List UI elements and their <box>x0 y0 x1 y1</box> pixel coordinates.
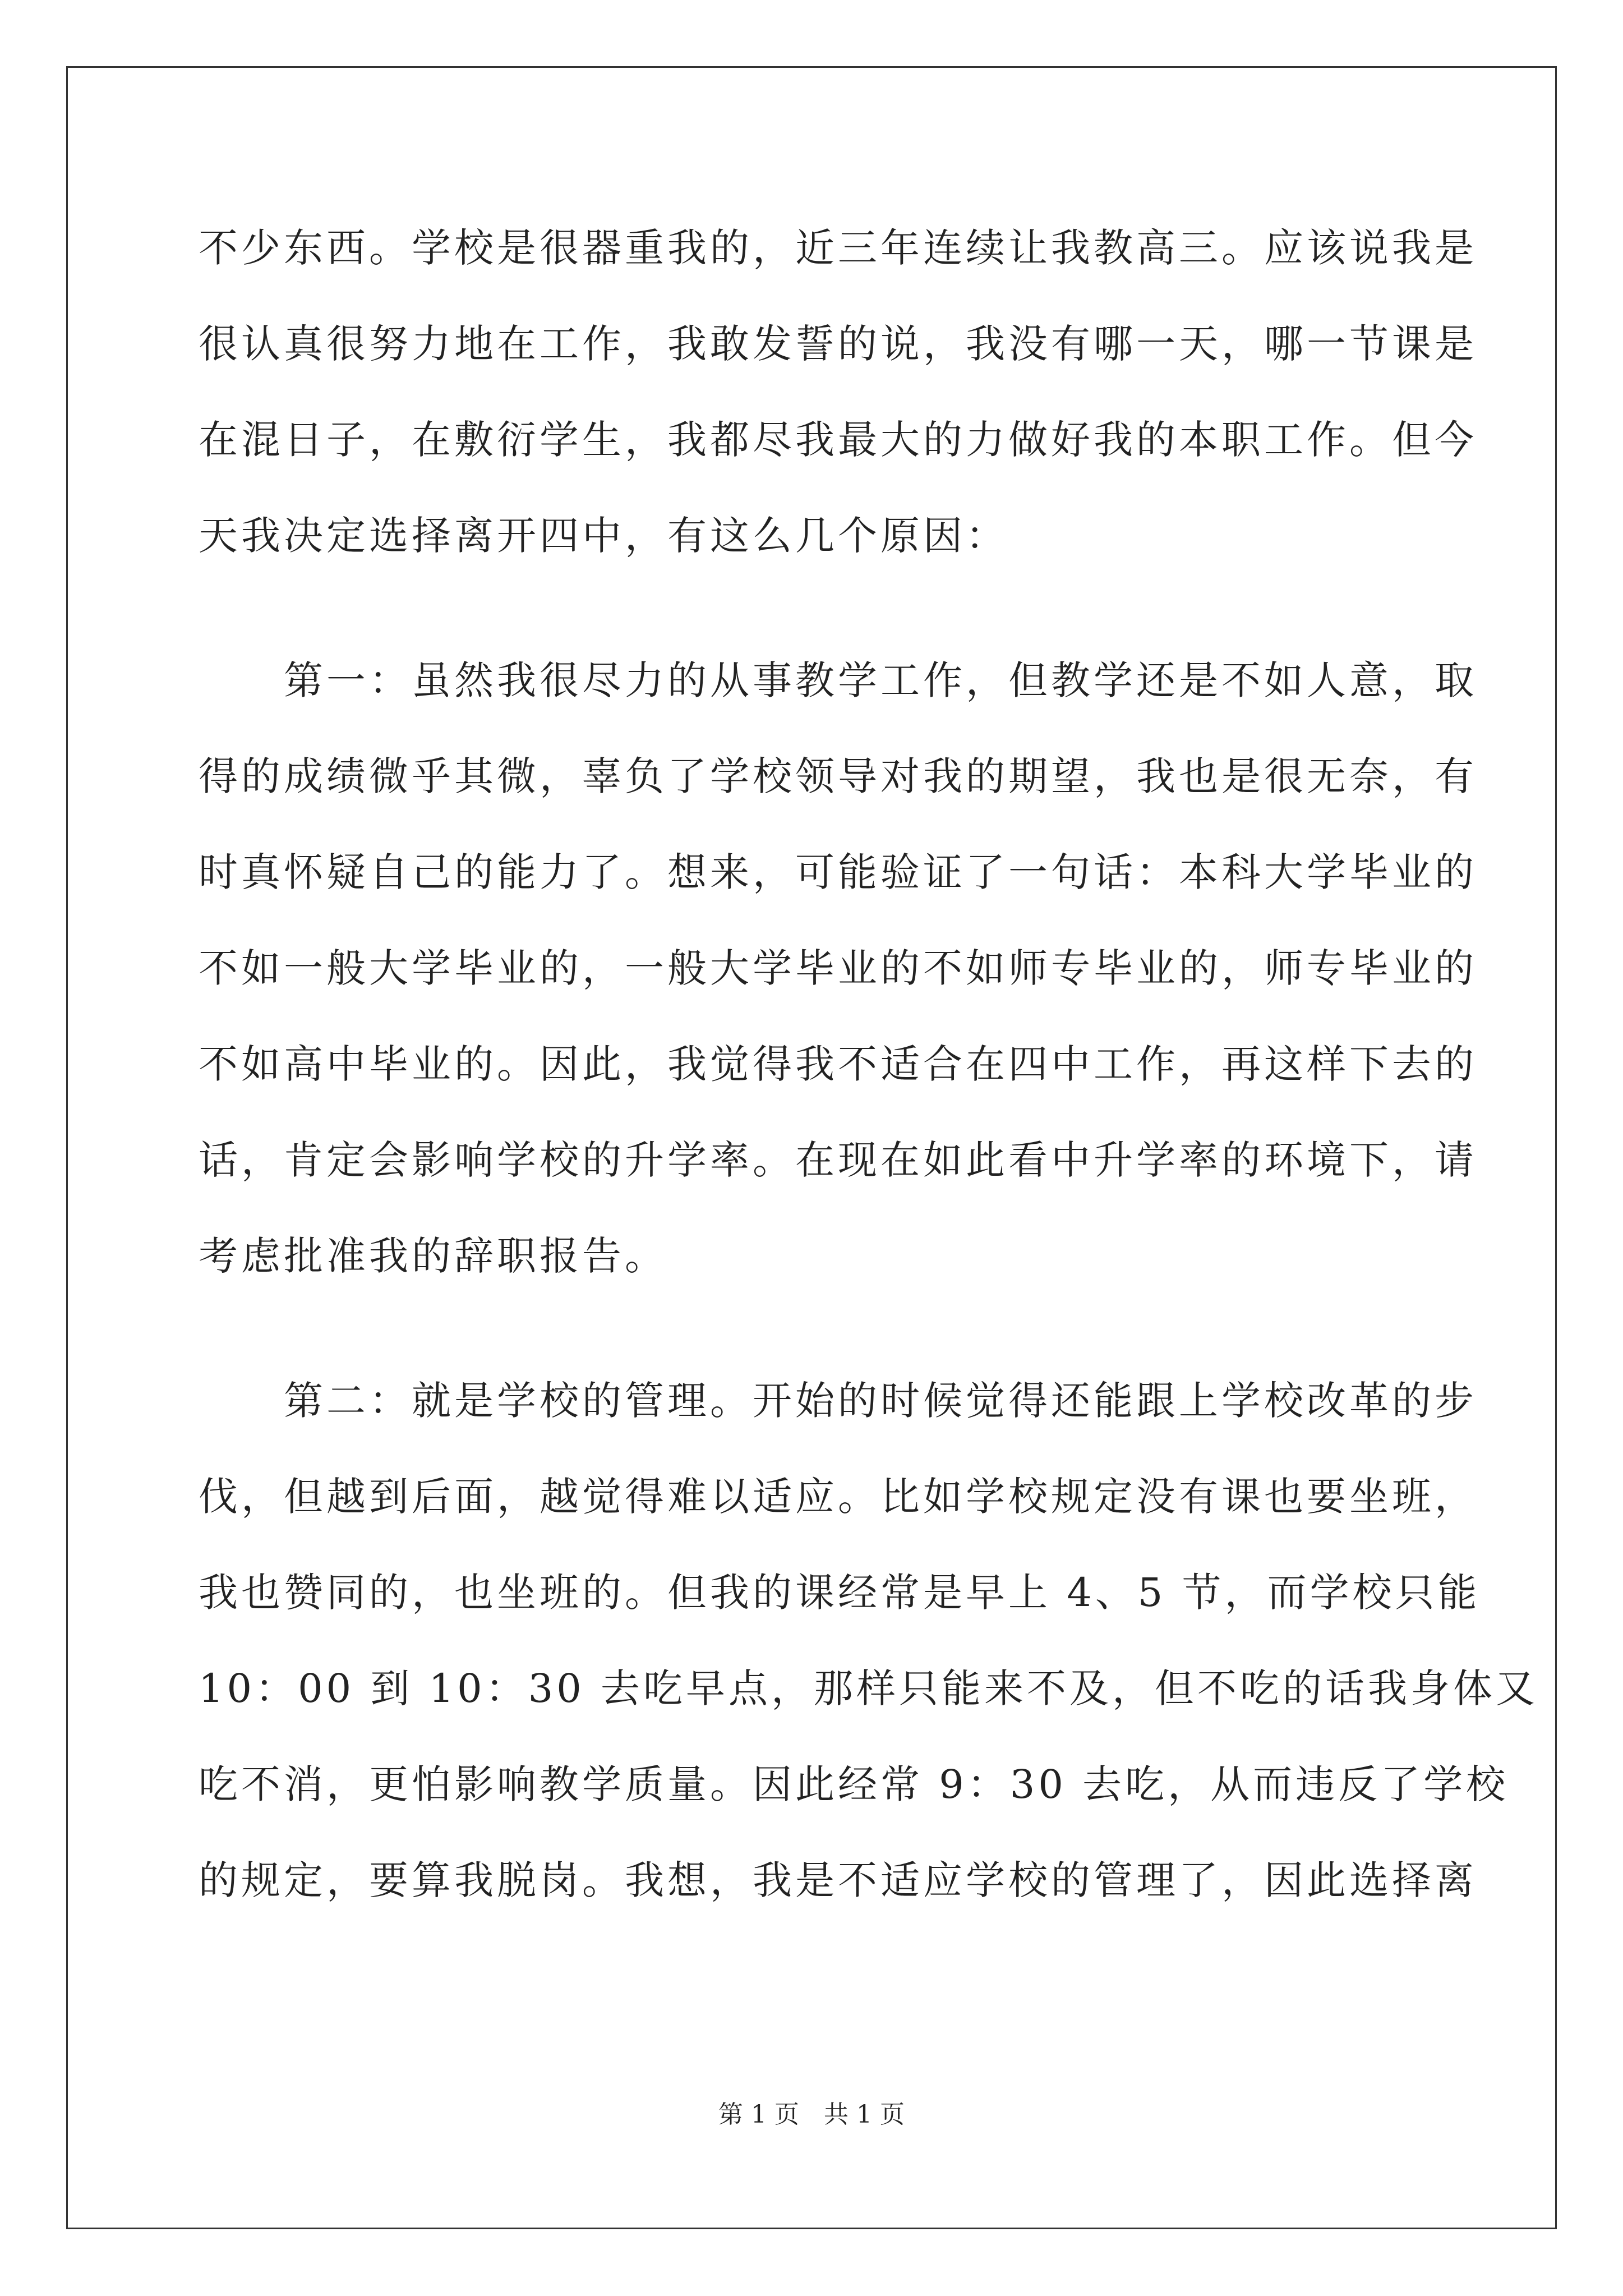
text-line-12: 第二：就是学校的管理。开始的时候觉得还能跟上学校改革的步 <box>199 1378 1477 1424</box>
text-line-8: 不如一般大学毕业的，一般大学毕业的不如师专毕业的，师专毕业的 <box>199 945 1477 991</box>
text-line-15: 10：00 到 10：30 去吃早点，那样只能来不及，但不吃的话我身体又 <box>199 1665 1539 1711</box>
text-line-11: 考虑批准我的辞职报告。 <box>199 1233 667 1279</box>
text-line-17: 的规定，要算我脱岗。我想，我是不适应学校的管理了，因此选择离 <box>199 1857 1477 1903</box>
text-line-13: 伐，但越到后面，越觉得难以适应。比如学校规定没有课也要坐班， <box>199 1474 1477 1520</box>
text-line-2: 很认真很努力地在工作，我敢发誓的说，我没有哪一天，哪一节课是 <box>199 321 1477 367</box>
text-line-9: 不如高中毕业的。因此，我觉得我不适合在四中工作，再这样下去的 <box>199 1041 1477 1087</box>
text-line-5: 第一：虽然我很尽力的从事教学工作，但教学还是不如人意，取 <box>199 657 1477 703</box>
text-line-3: 在混日子，在敷衍学生，我都尽我最大的力做好我的本职工作。但今 <box>199 417 1477 463</box>
text-line-16: 吃不消，更怕影响教学质量。因此经常 9：30 去吃，从而违反了学校 <box>199 1761 1509 1807</box>
text-line-6: 得的成绩微乎其微，辜负了学校领导对我的期望，我也是很无奈，有 <box>199 753 1477 799</box>
text-line-10: 话，肯定会影响学校的升学率。在现在如此看中升学率的环境下，请 <box>199 1137 1477 1183</box>
page-number-footer: 第 1 页 共 1 页 <box>718 2100 905 2129</box>
text-line-1: 不少东西。学校是很器重我的，近三年连续让我教高三。应该说我是 <box>199 225 1477 271</box>
text-line-4: 天我决定选择离开四中，有这么几个原因： <box>199 513 1008 559</box>
text-line-14: 我也赞同的，也坐班的。但我的课经常是早上 4、5 节，而学校只能 <box>199 1570 1481 1616</box>
text-line-7: 时真怀疑自己的能力了。想来，可能验证了一句话：本科大学毕业的 <box>199 849 1477 895</box>
